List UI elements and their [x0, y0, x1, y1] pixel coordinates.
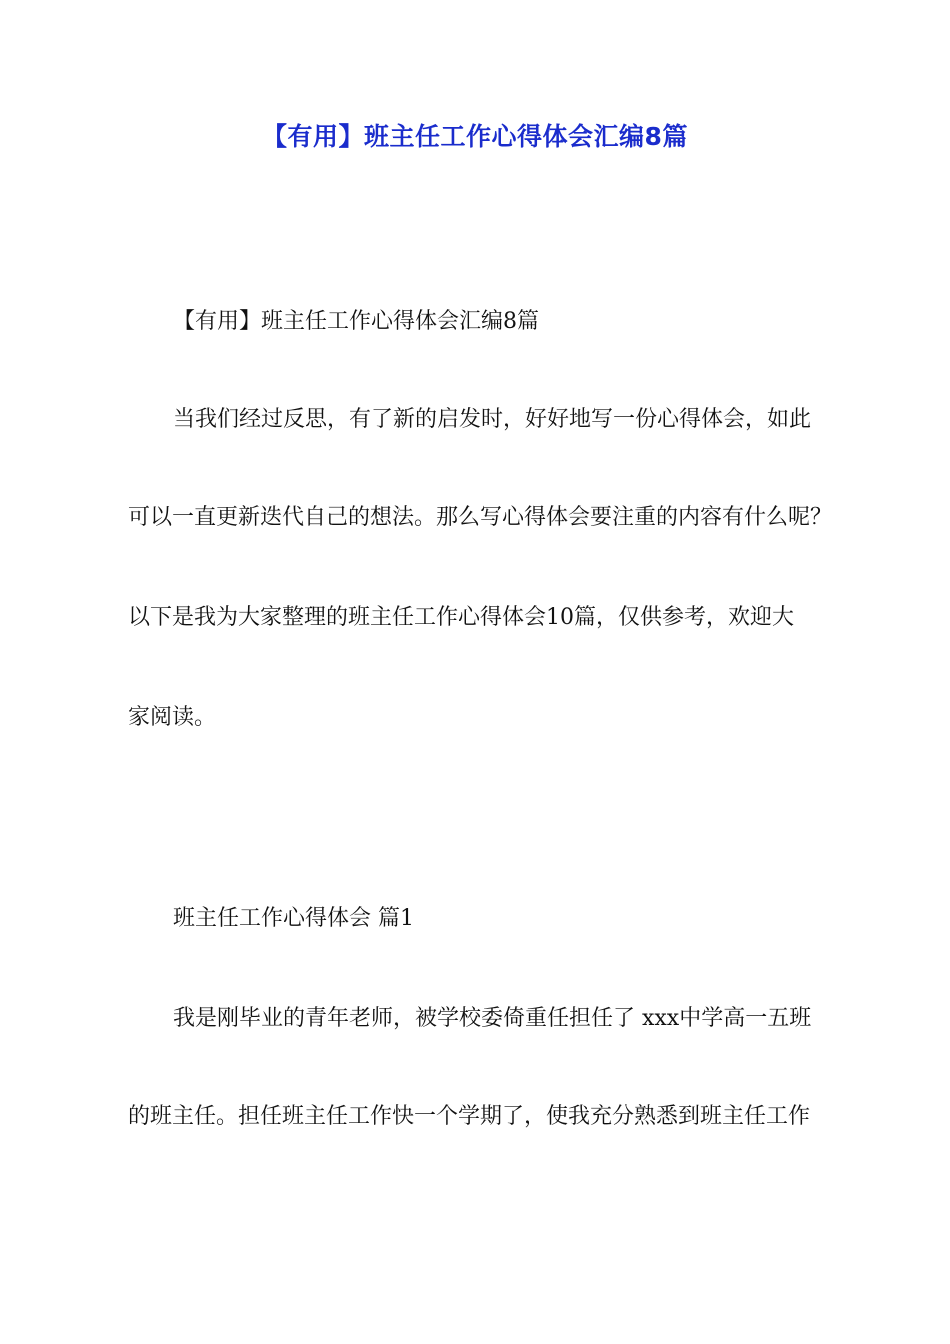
paragraph-line: 家阅读。 — [128, 705, 217, 730]
paragraph-line: 以下是我为大家整理的班主任工作心得体会10篇，仅供参考，欢迎大 — [128, 605, 794, 630]
document-title: 【有用】班主任工作心得体会汇编8篇 — [262, 122, 688, 151]
paragraph-line: 的班主任。担任班主任工作快一个学期了，使我充分熟悉到班主任工作 — [128, 1104, 811, 1129]
paragraph-line: 可以一直更新迭代自己的想法。那么写心得体会要注重的内容有什么呢？ — [128, 505, 833, 530]
section-heading: 班主任工作心得体会 篇1 — [173, 906, 414, 931]
subtitle-line: 【有用】班主任工作心得体会汇编8篇 — [173, 309, 539, 334]
paragraph-line: 当我们经过反思，有了新的启发时，好好地写一份心得体会，如此 — [173, 407, 812, 432]
paragraph-line: 我是刚毕业的青年老师，被学校委倚重任担任了 xxx中学高一五班 — [173, 1006, 812, 1031]
